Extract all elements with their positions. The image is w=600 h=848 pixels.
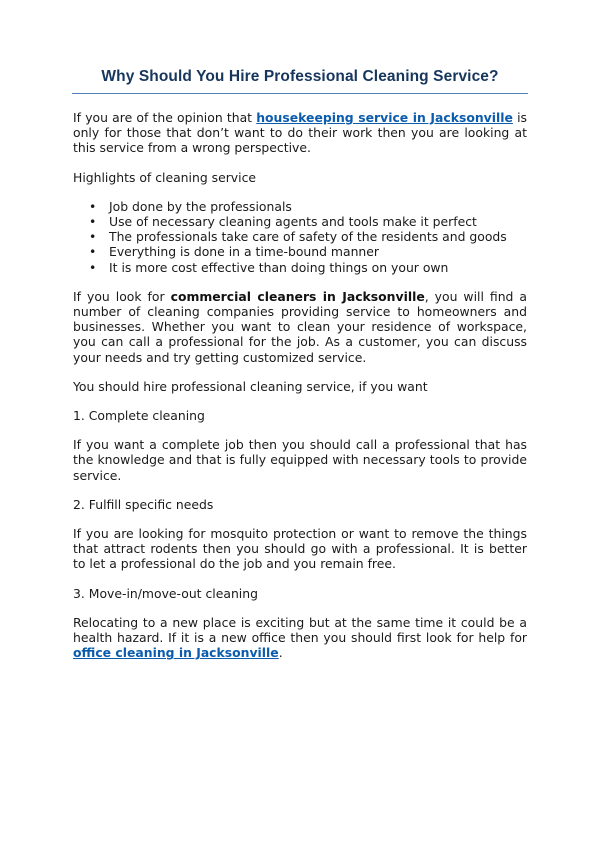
page-title: Why Should You Hire Professional Cleaning Service?: [101, 68, 499, 85]
intro-text-before: If you are of the opinion that: [73, 110, 257, 125]
section-heading-specific-needs: 2. Fulfill specific needs: [73, 496, 214, 512]
section-text-complete-cleaning: If you want a complete job then you should call a professional that has the knowledge and that is fully equipped with necessary tools to provide service.: [73, 437, 527, 483]
highlights-heading: Highlights of cleaning service: [73, 169, 257, 185]
bullet-icon: •: [89, 214, 97, 230]
office-cleaning-link[interactable]: office cleaning in Jacksonville: [73, 645, 279, 661]
section-heading-move-cleaning: 3. Move-in/move-out cleaning: [73, 585, 258, 601]
highlights-list: [73, 199, 527, 275]
section-heading-complete-cleaning: 1. Complete cleaning: [73, 408, 205, 424]
list-item: [89, 244, 527, 260]
housekeeping-service-link[interactable]: housekeeping service in Jacksonville: [256, 110, 513, 125]
section-text-specific-needs: If you are looking for mosquito protection or want to remove the things that attract rodents then you should go with a professional. It is better to let a professional do the job and you remain free.: [73, 526, 527, 572]
move-text-before: Relocating to a new place is exciting but at the same time it could be a health hazard. If it is a new office then you should first look for help for: [73, 614, 527, 646]
bullet-icon: •: [89, 244, 97, 260]
section-text-move-cleaning: [73, 615, 527, 661]
move-text-after: .: [278, 645, 283, 661]
list-item: [89, 214, 527, 230]
commercial-text-after: , you will find a number of cleaning companies providing service to homeowners and businesses. Whether you want to clean your residence of workspace, you can call a professional for the job. As a customer, you can discuss your needs and try getting customized service.: [73, 288, 527, 365]
commercial-text-before: If you look for: [73, 288, 171, 304]
intro-paragraph: [73, 110, 527, 156]
bullet-icon: •: [89, 229, 97, 245]
list-item-text: Use of necessary cleaning agents and tools make it perfect: [109, 214, 477, 230]
bullet-icon: •: [89, 259, 97, 275]
list-item: [89, 259, 527, 275]
intro-text-after: is only for those that don’t want to do their work then you are looking at this service from a wrong perspective.: [73, 110, 527, 156]
list-item: [89, 198, 527, 214]
list-item-text: Job done by the professionals: [109, 198, 292, 214]
list-item-text: It is more cost effective than doing things on your own: [109, 259, 449, 275]
list-item-text: The professionals take care of safety of the residents and goods: [109, 229, 507, 245]
hire-intro-text: You should hire professional cleaning service, if you want: [73, 378, 428, 394]
list-item-text: Everything is done in a time-bound manner: [109, 244, 379, 260]
list-item: [89, 229, 527, 245]
commercial-cleaners-bold-text: commercial cleaners in Jacksonville: [170, 288, 425, 304]
title-underline-divider: [72, 93, 528, 94]
document-body: [73, 110, 527, 674]
bullet-icon: •: [89, 198, 97, 214]
commercial-cleaners-paragraph: [73, 289, 527, 365]
